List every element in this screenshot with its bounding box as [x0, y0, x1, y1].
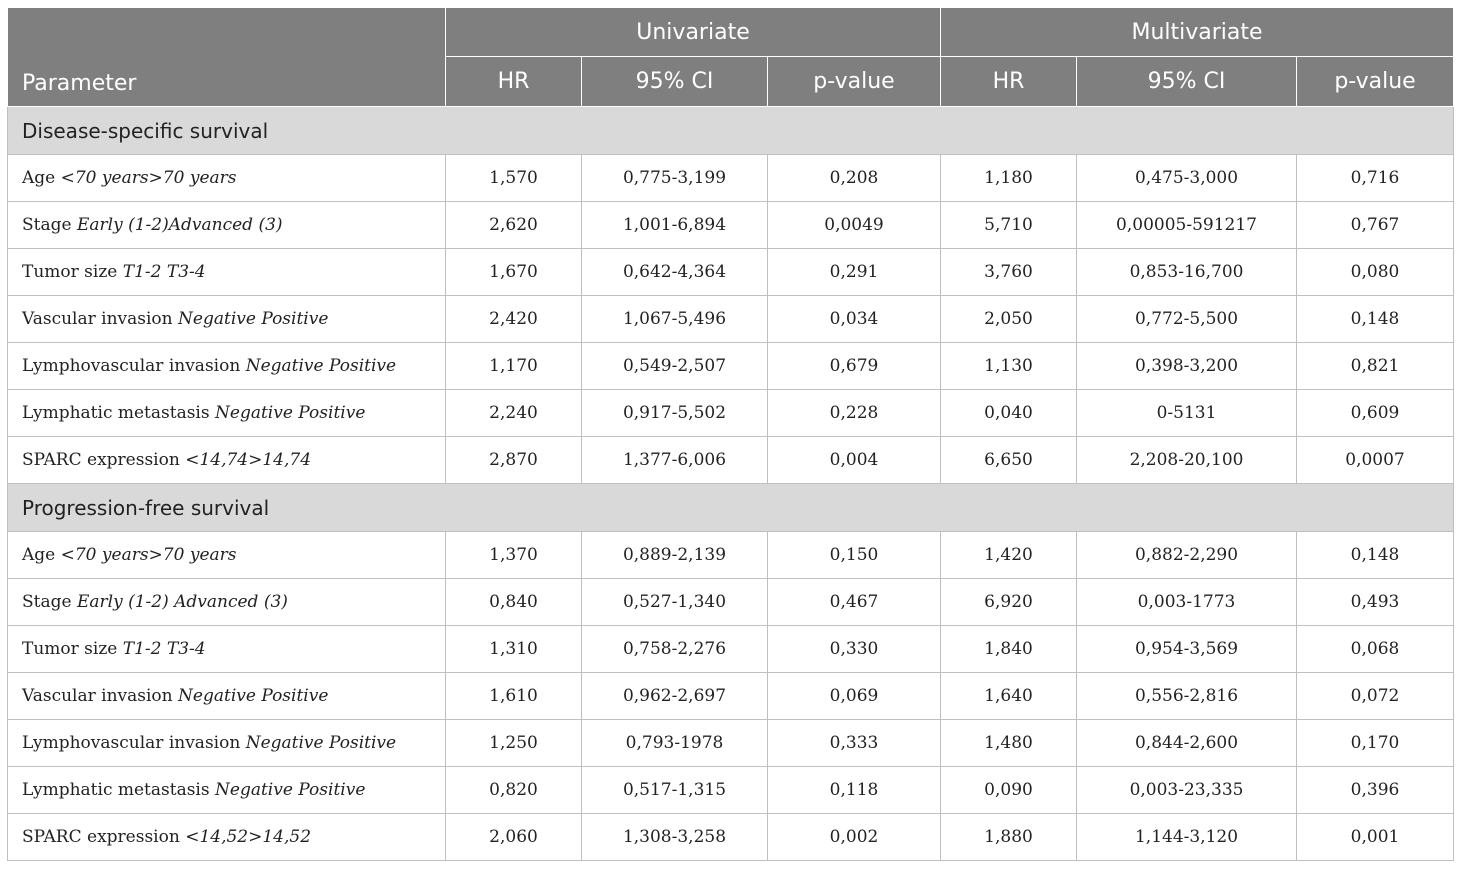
table-cell: 1,840: [941, 626, 1077, 673]
table-cell: 0,002: [768, 814, 941, 861]
table-cell: 1,570: [446, 155, 582, 202]
column-header: HR: [941, 57, 1077, 107]
table-cell: 0,844-2,600: [1077, 720, 1297, 767]
row-label-categories: Negative Positive: [245, 733, 397, 753]
table-cell: 0,821: [1297, 343, 1454, 390]
table-cell: 0,208: [768, 155, 941, 202]
table-cell: 0,679: [768, 343, 941, 390]
table-cell: 1,880: [941, 814, 1077, 861]
table-cell: 0,556-2,816: [1077, 673, 1297, 720]
table-cell: 0,609: [1297, 390, 1454, 437]
row-label: [8, 626, 446, 673]
table-cell: 0,398-3,200: [1077, 343, 1297, 390]
table-row: [8, 202, 1454, 249]
row-label-main: SPARC expression: [22, 450, 186, 470]
table-row: [8, 296, 1454, 343]
row-label: [8, 673, 446, 720]
row-label-categories: Early (1-2)Advanced (3): [76, 215, 283, 235]
table-cell: 0,840: [446, 579, 582, 626]
table-cell: 0,00005-591217: [1077, 202, 1297, 249]
table-cell: 1,420: [941, 532, 1077, 579]
table-row: [8, 626, 1454, 673]
table-cell: 0,758-2,276: [582, 626, 768, 673]
table-cell: 0,549-2,507: [582, 343, 768, 390]
table-row: [8, 155, 1454, 202]
table-cell: 0,003-1773: [1077, 579, 1297, 626]
row-label: [8, 155, 446, 202]
table-cell: 6,650: [941, 437, 1077, 484]
parameter-header: Parameter: [8, 8, 446, 107]
row-label: [8, 437, 446, 484]
row-label: [8, 390, 446, 437]
table-cell: 0,291: [768, 249, 941, 296]
row-label-categories: T1-2 T3-4: [122, 262, 206, 282]
row-label-categories: Negative Positive: [245, 356, 397, 376]
table-cell: 0,004: [768, 437, 941, 484]
table-cell: 1,610: [446, 673, 582, 720]
row-label: [8, 767, 446, 814]
table-cell: 2,420: [446, 296, 582, 343]
row-label-main: Stage: [22, 592, 77, 612]
table-cell: 0,493: [1297, 579, 1454, 626]
table-cell: 0,090: [941, 767, 1077, 814]
table-cell: 2,870: [446, 437, 582, 484]
table-cell: 0,889-2,139: [582, 532, 768, 579]
table-cell: 0,517-1,315: [582, 767, 768, 814]
table-row: [8, 437, 1454, 484]
row-label: [8, 532, 446, 579]
table-row: [8, 720, 1454, 767]
table-row: [8, 579, 1454, 626]
row-label-main: Tumor size: [22, 262, 123, 282]
table-cell: 0-5131: [1077, 390, 1297, 437]
table-row: [8, 767, 1454, 814]
table-cell: 0,954-3,569: [1077, 626, 1297, 673]
table-cell: 1,310: [446, 626, 582, 673]
row-label: [8, 720, 446, 767]
table-cell: 1,170: [446, 343, 582, 390]
univariate-header: Univariate: [446, 8, 941, 57]
row-label-categories: T1-2 T3-4: [122, 639, 206, 659]
table-row: [8, 343, 1454, 390]
table-cell: 6,920: [941, 579, 1077, 626]
table-cell: 1,308-3,258: [582, 814, 768, 861]
row-label-main: SPARC expression: [22, 827, 186, 847]
table-cell: 0,882-2,290: [1077, 532, 1297, 579]
table-cell: 0,396: [1297, 767, 1454, 814]
row-label: [8, 343, 446, 390]
column-header: p-value: [1297, 57, 1454, 107]
table-cell: 0,333: [768, 720, 941, 767]
row-label: [8, 579, 446, 626]
table-cell: 1,377-6,006: [582, 437, 768, 484]
row-label-main: Age: [22, 545, 61, 565]
section-title: Progression-free survival: [8, 484, 1454, 532]
row-label-main: Vascular invasion: [22, 309, 179, 329]
column-header: 95% CI: [582, 57, 768, 107]
table-cell: 1,250: [446, 720, 582, 767]
row-label: [8, 249, 446, 296]
table-cell: 0,150: [768, 532, 941, 579]
table-cell: 0,330: [768, 626, 941, 673]
row-label: [8, 814, 446, 861]
row-label-main: Lymphatic metastasis: [22, 403, 216, 423]
table-cell: 0,775-3,199: [582, 155, 768, 202]
column-header: HR: [446, 57, 582, 107]
table-cell: 1,001-6,894: [582, 202, 768, 249]
table-cell: 0,793-1978: [582, 720, 768, 767]
table-cell: 0,228: [768, 390, 941, 437]
row-label-categories: Negative Positive: [215, 780, 366, 800]
table-cell: 0,716: [1297, 155, 1454, 202]
table-cell: 2,208-20,100: [1077, 437, 1297, 484]
table-cell: 0,001: [1297, 814, 1454, 861]
table-cell: 0,467: [768, 579, 941, 626]
table-cell: 0,034: [768, 296, 941, 343]
table-cell: 1,180: [941, 155, 1077, 202]
table-cell: 1,130: [941, 343, 1077, 390]
table-cell: 2,620: [446, 202, 582, 249]
table-cell: 0,962-2,697: [582, 673, 768, 720]
row-label-main: Age: [22, 168, 61, 188]
section-title: Disease-specific survival: [8, 107, 1454, 155]
table-cell: 0,767: [1297, 202, 1454, 249]
table-cell: 0,170: [1297, 720, 1454, 767]
row-label-categories: Early (1-2) Advanced (3): [76, 592, 288, 612]
row-label-main: Lymphovascular invasion: [22, 733, 246, 753]
row-label-categories: <70 years>70 years: [60, 168, 237, 188]
table-cell: 5,710: [941, 202, 1077, 249]
row-label-main: Tumor size: [22, 639, 123, 659]
table-cell: 0,475-3,000: [1077, 155, 1297, 202]
table-cell: 1,067-5,496: [582, 296, 768, 343]
row-label-main: Stage: [22, 215, 77, 235]
row-label-categories: Negative Positive: [178, 309, 329, 329]
table-cell: 1,144-3,120: [1077, 814, 1297, 861]
table-row: [8, 814, 1454, 861]
table-cell: 0,0049: [768, 202, 941, 249]
table-cell: 0,820: [446, 767, 582, 814]
table-row: [8, 532, 1454, 579]
row-label-main: Vascular invasion: [22, 686, 179, 706]
table-cell: 1,480: [941, 720, 1077, 767]
table-cell: 0,003-23,335: [1077, 767, 1297, 814]
multivariate-header: Multivariate: [941, 8, 1454, 57]
section-row: [8, 107, 1454, 155]
table-cell: 3,760: [941, 249, 1077, 296]
row-label: [8, 296, 446, 343]
table-row: [8, 673, 1454, 720]
table-cell: 1,370: [446, 532, 582, 579]
table-cell: 0,040: [941, 390, 1077, 437]
table-cell: 0,072: [1297, 673, 1454, 720]
table-cell: 1,670: [446, 249, 582, 296]
table-cell: 2,050: [941, 296, 1077, 343]
table-cell: 0,772-5,500: [1077, 296, 1297, 343]
table-body: [8, 107, 1454, 861]
table-cell: 0,0007: [1297, 437, 1454, 484]
row-label: [8, 202, 446, 249]
table-cell: 0,069: [768, 673, 941, 720]
table-cell: 0,148: [1297, 296, 1454, 343]
row-label-categories: Negative Positive: [178, 686, 329, 706]
table-cell: 0,527-1,340: [582, 579, 768, 626]
column-header: p-value: [768, 57, 941, 107]
row-label-categories: Negative Positive: [215, 403, 366, 423]
row-label-categories: <70 years>70 years: [60, 545, 237, 565]
table-cell: 2,240: [446, 390, 582, 437]
column-header: 95% CI: [1077, 57, 1297, 107]
table-cell: 0,148: [1297, 532, 1454, 579]
table-cell: 0,068: [1297, 626, 1454, 673]
table-cell: 0,080: [1297, 249, 1454, 296]
section-row: [8, 484, 1454, 532]
row-label-main: Lymphovascular invasion: [22, 356, 246, 376]
table-cell: 0,642-4,364: [582, 249, 768, 296]
row-label-categories: <14,74>14,74: [185, 450, 312, 470]
row-label-categories: <14,52>14,52: [185, 827, 312, 847]
results-table: [7, 7, 1454, 861]
table-cell: 0,917-5,502: [582, 390, 768, 437]
table-cell: 0,853-16,700: [1077, 249, 1297, 296]
table-row: [8, 390, 1454, 437]
row-label-main: Lymphatic metastasis: [22, 780, 216, 800]
table-cell: 0,118: [768, 767, 941, 814]
table-cell: 2,060: [446, 814, 582, 861]
table-row: [8, 249, 1454, 296]
table-cell: 1,640: [941, 673, 1077, 720]
